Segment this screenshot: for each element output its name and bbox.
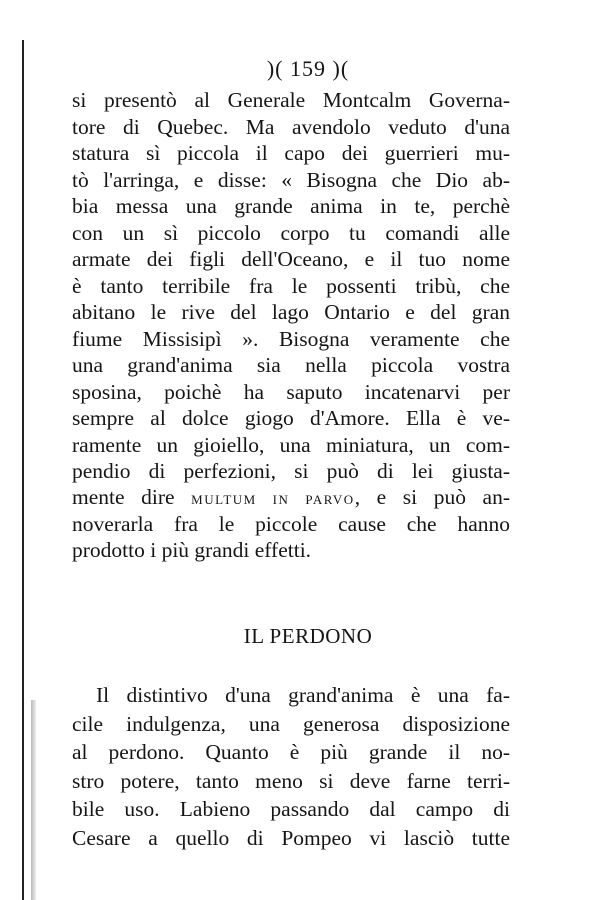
text-line: abitano le rive del lago Ontario e del gran <box>72 300 510 324</box>
text-line: fiume Missisipì ». Bisogna veramente che <box>72 326 510 351</box>
text-line: bia messa una grande anima in te, perchè <box>72 194 510 218</box>
text-line: si presentò al Generale Montcalm Governa- <box>72 88 510 112</box>
page-number-header: )( 159 )( <box>266 56 350 81</box>
text-line: mente dire MULTUM IN PARVO, e si può an- <box>72 485 510 509</box>
text-line: pendio di perfezioni, si può di lei giusta- <box>72 459 510 483</box>
text-line: tore di Quebec. Ma avendolo veduto d'una <box>72 114 510 139</box>
smallcaps-phrase: MULTUM IN PARVO <box>191 492 355 507</box>
text-line: stro potere, tanto meno si deve farne terri- <box>72 768 510 793</box>
text-line: prodotto i più grandi effetti. <box>72 538 312 562</box>
text-line: con un sì piccolo corpo tu comandi alle <box>72 220 510 245</box>
text-line: tò l'arringa, e disse: « Bisogna che Dio ab- <box>72 167 510 192</box>
text-line: Cesare a quello di Pompeo vi lasciò tutte <box>72 825 510 850</box>
text-line: statura sì piccola il capo dei guerrieri mu- <box>72 141 510 165</box>
text-line: sempre al dolce giogo d'Amore. Ella è ve- <box>72 406 510 430</box>
section-heading: IL PERDONO <box>243 624 373 648</box>
text-line: al perdono. Quanto è più grande il no- <box>72 740 510 764</box>
text-line: Il distintivo d'una grand'anima è una fa- <box>96 683 510 707</box>
text-line: sposina, poichè ha saputo incatenarvi per <box>72 379 510 404</box>
text-line: ramente un gioiello, una miniatura, un com- <box>72 432 510 457</box>
text-line: noverarla fra le piccole cause che hanno <box>72 512 510 536</box>
page-binding-edge <box>22 40 24 900</box>
text-line: una grand'anima sia nella piccola vostra <box>72 353 510 377</box>
text-line: armate dei figli dell'Oceano, e il tuo nome <box>72 247 510 271</box>
text-line: bile uso. Labieno passando dal campo di <box>72 797 510 821</box>
text-line: è tanto terribile fra le possenti tribù, che <box>72 273 510 298</box>
page-torn-margin <box>31 700 36 900</box>
text-line: cile indulgenza, una generosa disposizione <box>72 711 510 736</box>
